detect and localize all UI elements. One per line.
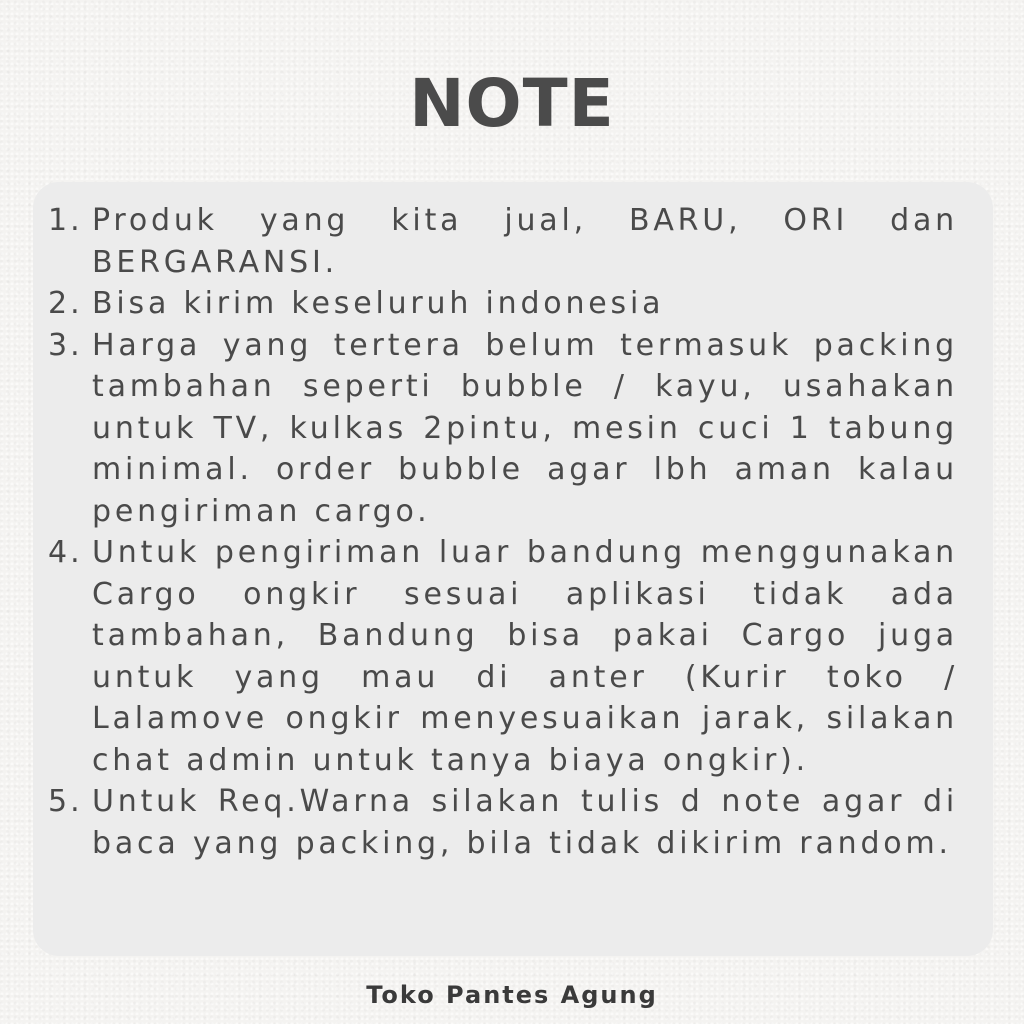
note-text: Harga yang tertera belum termasuk packing tambahan seperti bubble / kayu, usahakan untuk TV, kulkas 2pintu, mesin cuci 1 tabung minimal. order bubble agar lbh aman kalau pengiriman cargo.	[92, 327, 958, 529]
note-text: Produk yang kita jual, BARU, ORI dan BERGARANSI.	[92, 203, 958, 280]
page-title: NOTE	[409, 65, 615, 142]
store-name-footer: Toko Pantes Agung	[366, 981, 658, 1009]
note-item-3	[48, 325, 958, 533]
note-item-2	[48, 283, 958, 325]
note-item-4	[48, 532, 958, 781]
notes-list	[48, 200, 958, 864]
note-item-5	[48, 781, 958, 864]
note-number: 5.	[48, 784, 83, 819]
note-number: 2.	[48, 286, 83, 321]
note-item-1	[48, 200, 958, 283]
note-number: 1.	[48, 203, 83, 238]
note-text: Untuk pengiriman luar bandung menggunakan Cargo ongkir sesuai aplikasi tidak ada tambahan, Bandung bisa pakai Cargo juga untuk yang mau di anter (Kurir toko / Lalamove ongkir menyesuaikan jarak, silakan chat admin untuk tanya biaya ongkir).	[92, 535, 958, 778]
note-text: Untuk Req.Warna silakan tulis d note agar di baca yang packing, bila tidak dikirim random.	[92, 784, 958, 861]
note-number: 4.	[48, 535, 83, 570]
note-number: 3.	[48, 327, 83, 363]
note-text: Bisa kirim keseluruh indonesia	[92, 286, 665, 321]
